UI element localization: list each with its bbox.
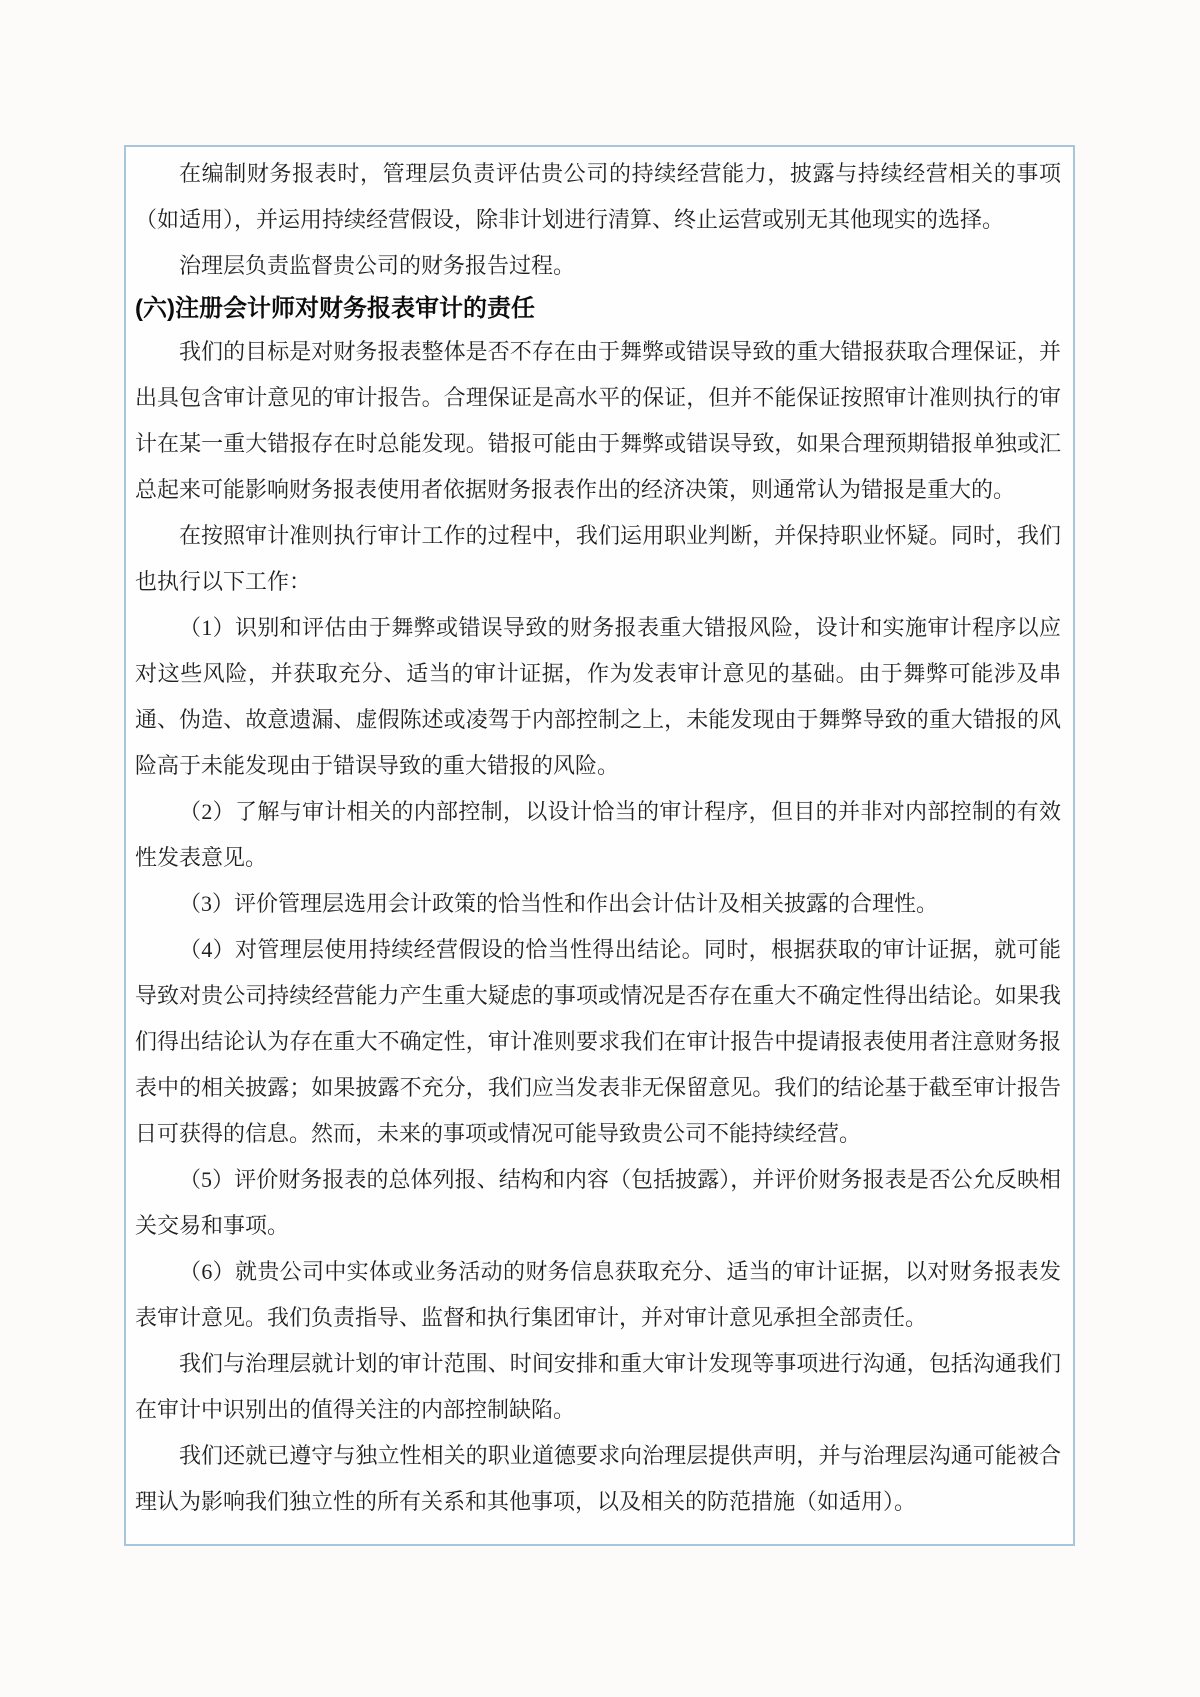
paragraph: 治理层负责监督贵公司的财务报告过程。 bbox=[179, 253, 576, 278]
paragraph: 在按照审计准则执行审计工作的过程中，我们运用职业判断，并保持职业怀疑。同时，我们也执行以下工作： bbox=[135, 523, 1061, 594]
paragraph: 我们与治理层就计划的审计范围、时间安排和重大审计发现等事项进行沟通，包括沟通我们在审计中识别出的值得关注的内部控制缺陷。 bbox=[135, 1351, 1061, 1422]
paragraph: 我们的目标是对财务报表整体是否不存在由于舞弊或错误导致的重大错报获取合理保证，并出具包含审计意见的审计报告。合理保证是高水平的保证，但并不能保证按照审计准则执行的审计在某一重大错报存在时总能发现。错报可能由于舞弊或错误导致，如果合理预期错报单独或汇总起来可能影响财务报表使用者依据财务报表作出的经济决策，则通常认为错报是重大的。 bbox=[135, 339, 1061, 502]
paragraph: （5）评价财务报表的总体列报、结构和内容（包括披露），并评价财务报表是否公允反映相关交易和事项。 bbox=[135, 1167, 1061, 1238]
paragraph: （1）识别和评估由于舞弊或错误导致的财务报表重大错报风险，设计和实施审计程序以应对这些风险，并获取充分、适当的审计证据，作为发表审计意见的基础。由于舞弊可能涉及串通、伪造、故意遗漏、虚假陈述或凌驾于内部控制之上，未能发现由于舞弊导致的重大错报的风险高于未能发现由于错误导致的重大错报的风险。 bbox=[135, 615, 1061, 778]
paragraph: （6）就贵公司中实体或业务活动的财务信息获取充分、适当的审计证据，以对财务报表发表审计意见。我们负责指导、监督和执行集团审计，并对审计意见承担全部责任。 bbox=[135, 1259, 1061, 1330]
audit-report-text-box bbox=[124, 145, 1075, 1546]
paragraph: （3）评价管理层选用会计政策的恰当性和作出会计估计及相关披露的合理性。 bbox=[179, 891, 939, 916]
paragraph: 在编制财务报表时，管理层负责评估贵公司的持续经营能力，披露与持续经营相关的事项（如适用），并运用持续经营假设，除非计划进行清算、终止运营或别无其他现实的选择。 bbox=[135, 161, 1061, 232]
section-heading: (六)注册会计师对财务报表审计的责任 bbox=[135, 295, 535, 322]
paragraph: 我们还就已遵守与独立性相关的职业道德要求向治理层提供声明，并与治理层沟通可能被合理认为影响我们独立性的所有关系和其他事项，以及相关的防范措施（如适用）。 bbox=[135, 1443, 1061, 1514]
paragraph: （2）了解与审计相关的内部控制，以设计恰当的审计程序，但目的并非对内部控制的有效性发表意见。 bbox=[135, 799, 1061, 870]
paragraph: （4）对管理层使用持续经营假设的恰当性得出结论。同时，根据获取的审计证据，就可能导致对贵公司持续经营能力产生重大疑虑的事项或情况是否存在重大不确定性得出结论。如果我们得出结论认为存在重大不确定性，审计准则要求我们在审计报告中提请报表使用者注意财务报表中的相关披露；如果披露不充分，我们应当发表非无保留意见。我们的结论基于截至审计报告日可获得的信息。然而，未来的事项或情况可能导致贵公司不能持续经营。 bbox=[135, 937, 1061, 1146]
document-body bbox=[135, 151, 1061, 1525]
